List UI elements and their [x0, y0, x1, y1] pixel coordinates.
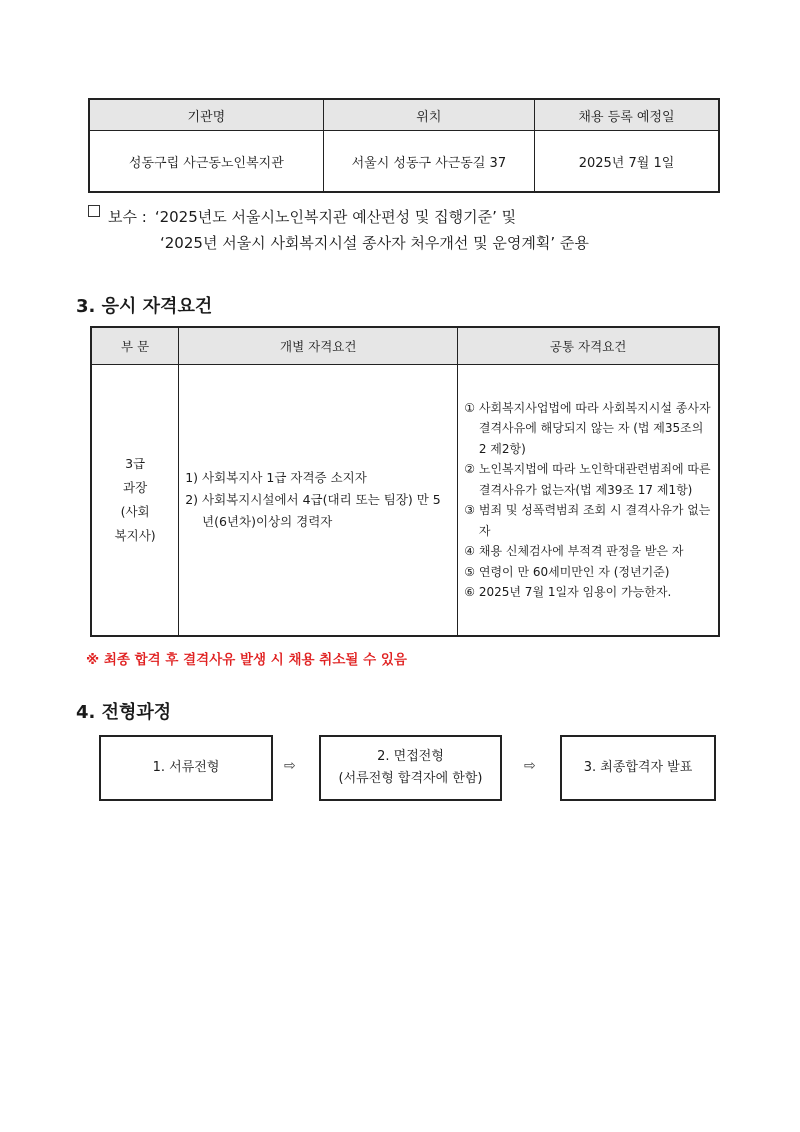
- salary-line-2: ‘2025년 서울시 사회복지시설 종사자 처우개선 및 운영계획’ 준용: [160, 234, 589, 252]
- table-header-row: [89, 99, 719, 131]
- cell-hire-date: 2025년 7월 1일: [535, 131, 720, 193]
- item-number: ⑥: [464, 585, 479, 599]
- section-4-title: 4. 전형과정: [76, 702, 172, 723]
- list-item: [464, 500, 712, 541]
- list-item: [464, 562, 712, 583]
- list-item: [464, 541, 712, 562]
- process-step-interview: [319, 735, 502, 801]
- header-org-name: 기관명: [89, 99, 323, 131]
- table-header-row: [91, 327, 719, 365]
- step-sublabel: (서류전형 합격자에 한함): [338, 771, 483, 786]
- process-step-final-announcement: [560, 735, 716, 801]
- process-step-document-screening: [99, 735, 273, 801]
- item-text: 연령이 만 60세미만인 자 (정년기준): [478, 564, 670, 579]
- header-common-requirements: 공통 자격요건: [458, 327, 719, 365]
- header-location: 위치: [323, 99, 534, 131]
- cell-individual-requirements: [179, 365, 458, 637]
- section-3-title: 3. 응시 자격요건: [76, 296, 213, 317]
- dept-line: 과장: [123, 480, 148, 495]
- list-item: [464, 582, 712, 603]
- salary-note: [88, 204, 589, 256]
- step-label: 3. 최종합격자 발표: [583, 760, 693, 775]
- salary-line-1: ‘2025년도 서울시노인복지관 예산편성 및 집행기준’ 및: [154, 208, 517, 226]
- dept-line: (사회: [120, 504, 150, 519]
- item-text: 사회복지시설에서 4급(대리 또는 팀장) 만 5년(6년차)이상의 경력자: [202, 492, 441, 529]
- salary-label: 보수 :: [108, 208, 147, 226]
- header-individual-requirements: 개별 자격요건: [179, 327, 458, 365]
- item-number: ④: [464, 544, 479, 558]
- cell-location: 서울시 성동구 사근동길 37: [323, 131, 534, 193]
- header-department: 부 문: [91, 327, 179, 365]
- dept-line: 복지사): [114, 528, 156, 543]
- cell-common-requirements: [458, 365, 719, 637]
- header-hire-date: 채용 등록 예정일: [535, 99, 720, 131]
- item-number: ①: [464, 400, 479, 415]
- item-number: ③: [464, 503, 479, 517]
- item-number: 1): [185, 470, 203, 485]
- right-arrow-icon: ⇨: [284, 758, 296, 774]
- dept-line: 3급: [125, 456, 146, 471]
- list-item: [185, 467, 451, 489]
- item-number: ⑤: [464, 564, 479, 579]
- item-text: 사회복지사업법에 따라 사회복지시설 종사자 결격사유에 해당되지 않는 자 (법 제35조의 2 제2항): [478, 400, 711, 456]
- item-text: 범죄 및 성폭력범죄 조회 시 결격사유가 없는 자: [478, 503, 711, 538]
- table-row: [89, 131, 719, 193]
- item-text: 사회복지사 1급 자격증 소지자: [202, 470, 367, 485]
- step-label: 1. 서류전형: [152, 760, 220, 775]
- item-text: 2025년 7월 1일자 임용이 가능한자.: [478, 585, 672, 599]
- item-text: 노인복지법에 따라 노인학대관련범죄에 따른 결격사유가 없는자(법 제39조 17 제1항): [478, 462, 711, 497]
- cancellation-warning: ※ 최종 합격 후 결격사유 발생 시 채용 취소될 수 있음: [86, 652, 407, 668]
- table-row: [91, 365, 719, 637]
- right-arrow-icon: ⇨: [524, 758, 536, 774]
- checkbox-square-icon: [88, 205, 100, 217]
- list-item: [464, 459, 712, 500]
- cell-org-name: 성동구립 사근동노인복지관: [89, 131, 323, 193]
- qualification-table: [90, 326, 720, 637]
- step-label: 2. 면접전형: [377, 749, 444, 764]
- list-item: [464, 398, 712, 460]
- cell-department: [91, 365, 179, 637]
- organization-table: [88, 98, 720, 193]
- item-text: 채용 신체검사에 부적격 판정을 받은 자: [478, 544, 684, 558]
- list-item: [185, 489, 451, 533]
- item-number: 2): [185, 492, 203, 507]
- item-number: ②: [464, 462, 479, 476]
